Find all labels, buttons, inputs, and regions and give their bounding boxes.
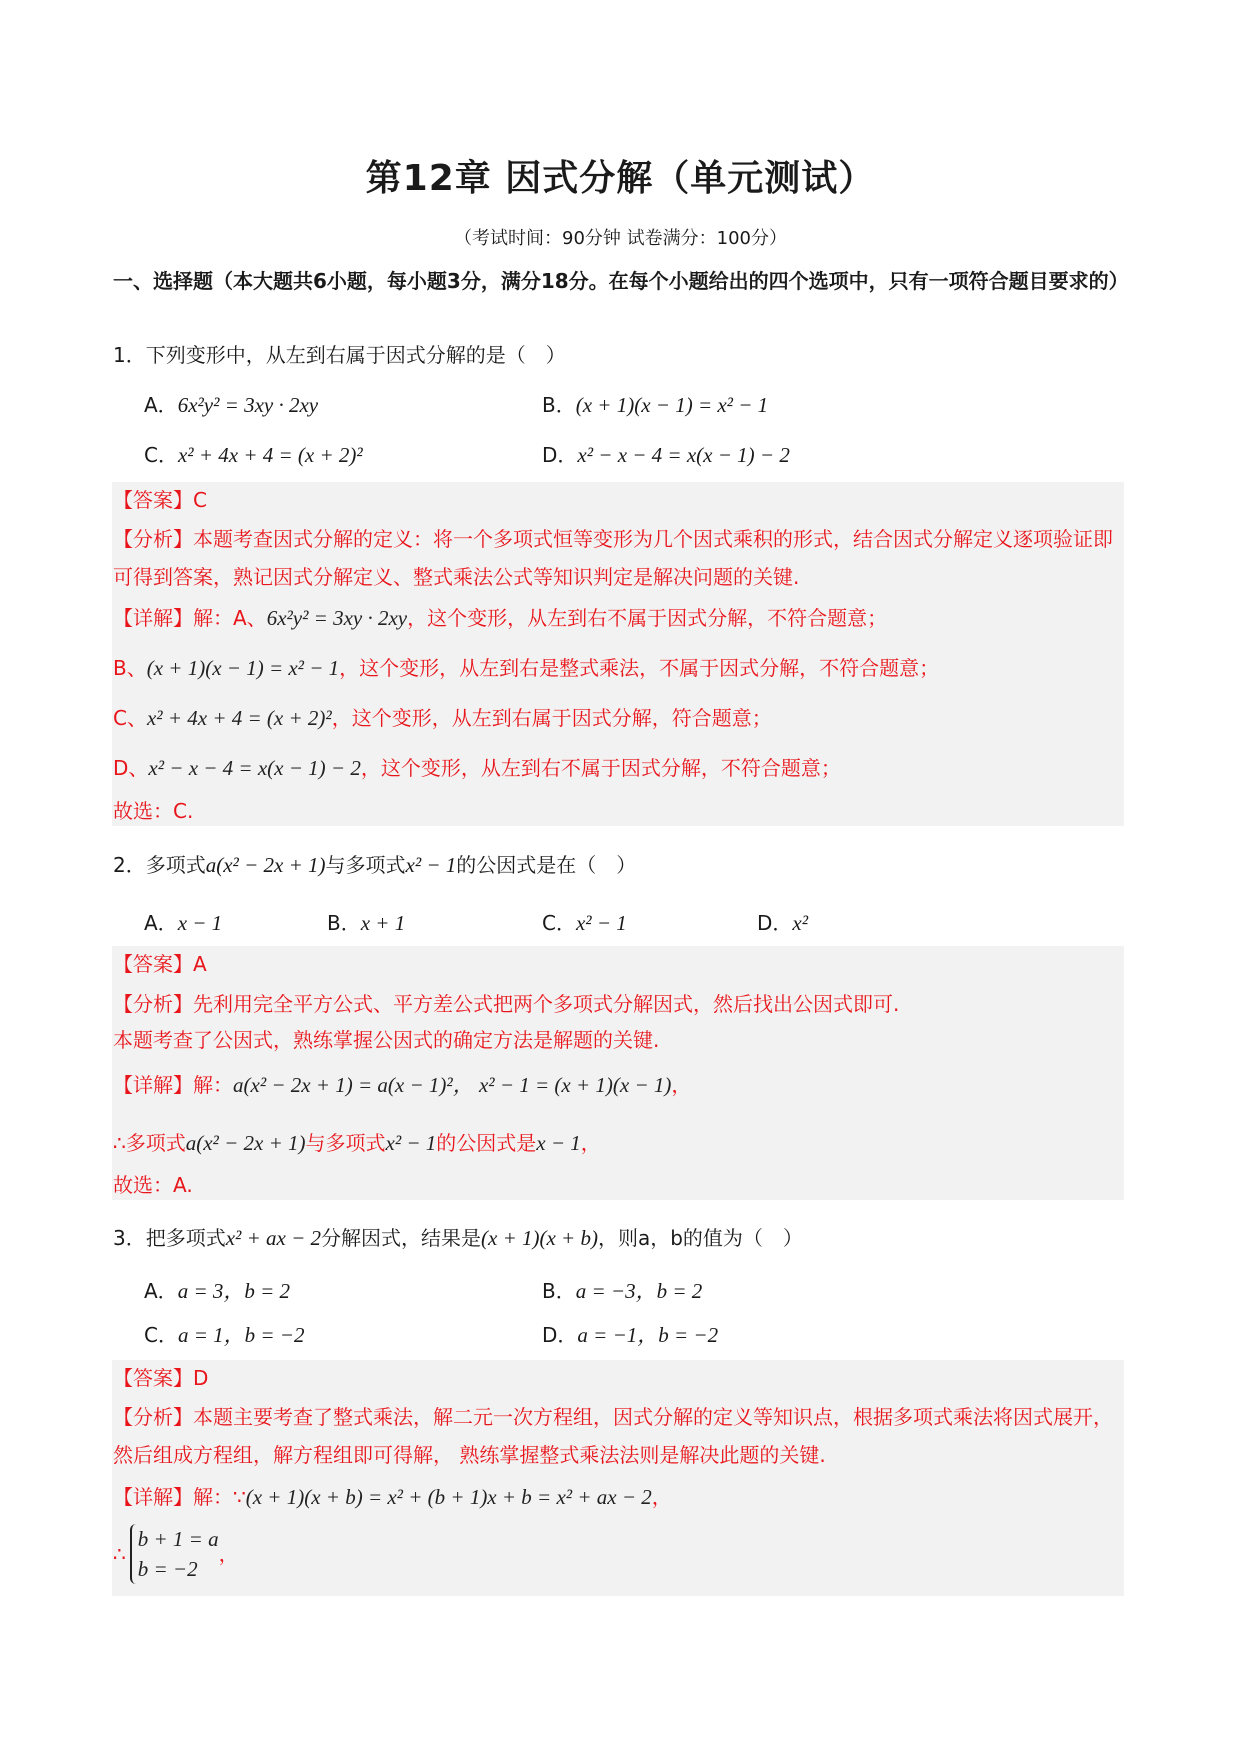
q3-option-b: B．a = −3，b = 2 [542,1279,703,1303]
q2-option-a: A．x − 1 [144,911,223,935]
q3-option-c: C．a = 1，b = −2 [144,1323,305,1347]
q1-option-a: A．6x²y² = 3xy · 2xy [144,393,319,417]
q1-analysis: 【分析】本题考查因式分解的定义：将一个多项式恒等变形为几个因式乘积的形式，结合因式分解定义逐项验证即可得到答案，熟记因式分解定义、整式乘法公式等知识判定是解决问题的关键. [113,527,1113,589]
q2-detail-2: ∴多项式a(x² − 2x + 1)与多项式x² − 1的公因式是x − 1， [113,1131,601,1155]
q2-option-d: D．x² [757,911,809,935]
q3-detail-1: 【详解】解：∵(x + 1)(x + b) = x² + (b + 1)x + b = x² + ax − 2， [113,1485,672,1509]
q3-answer: 【答案】D [113,1366,209,1390]
question-2-stem: 2．多项式a(x² − 2x + 1)与多项式x² − 1的公因式是在（ ） [113,853,637,877]
q1-option-b: B．(x + 1)(x − 1) = x² − 1 [542,393,769,417]
q1-detail-a: 【详解】解：A、6x²y² = 3xy · 2xy，这个变形，从左到右不属于因式分解，不符合题意； [113,606,888,630]
q2-answer: 【答案】A [113,952,207,976]
q1-detail-d: D、x² − x − 4 = x(x − 1) − 2，这个变形，从左到右不属于因式分解，不符合题意； [113,756,841,780]
q2-option-b: B．x + 1 [327,911,406,935]
q2-choice: 故选：A. [113,1173,193,1197]
q1-option-d: D．x² − x − 4 = x(x − 1) − 2 [542,443,790,467]
q1-choice: 故选：C. [113,799,194,823]
q2-analysis: 【分析】先利用完全平方公式、平方差公式把两个多项式分解因式，然后找出公因式即可. [113,992,900,1016]
section-heading: 一、选择题（本大题共6小题，每小题3分，满分18分。在每个小题给出的四个选项中，只有一项符合题目要求的） [113,269,1129,293]
q2-detail-1: 【详解】解：a(x² − 2x + 1) = a(x − 1)²， x² − 1 = (x + 1)(x − 1)， [113,1073,692,1097]
question-1-stem: 1．下列变形中，从左到右属于因式分解的是（ ） [113,343,566,367]
q1-answer: 【答案】C [113,488,207,512]
q1-detail-c: C、x² + 4x + 4 = (x + 2)²，这个变形，从左到右属于因式分解，符合题意； [113,706,772,730]
q2-analysis-note: 本题考查了公因式，熟练掌握公因式的确定方法是解题的关键. [113,1028,660,1052]
equation-system: b + 1 = a b = −2 [130,1524,219,1584]
page-title: 第12章 因式分解（单元测试） [365,158,876,199]
q3-option-d: D．a = −1，b = −2 [542,1323,719,1347]
q3-detail-2: ∴ b + 1 = a b = −2 ， [113,1524,239,1584]
q3-option-a: A．a = 3，b = 2 [144,1279,291,1303]
q1-detail-b: B、(x + 1)(x − 1) = x² − 1，这个变形，从左到右是整式乘法，不属于因式分解，不符合题意； [113,656,940,680]
exam-info: （考试时间：90分钟 试卷满分：100分） [454,228,787,249]
q3-analysis: 【分析】本题主要考查了整式乘法，解二元一次方程组，因式分解的定义等知识点，根据多项式乘法将因式展开，然后组成方程组，解方程组即可得解， 熟练掌握整式乘法法则是解决此题的关键. [113,1405,1113,1467]
q3-solution-box [112,1360,1124,1596]
question-3-stem: 3．把多项式x² + ax − 2分解因式，结果是(x + 1)(x + b)，则a，b的值为（ ） [113,1226,803,1250]
q2-option-c: C．x² − 1 [542,911,627,935]
q1-option-c: C．x² + 4x + 4 = (x + 2)² [144,443,363,467]
